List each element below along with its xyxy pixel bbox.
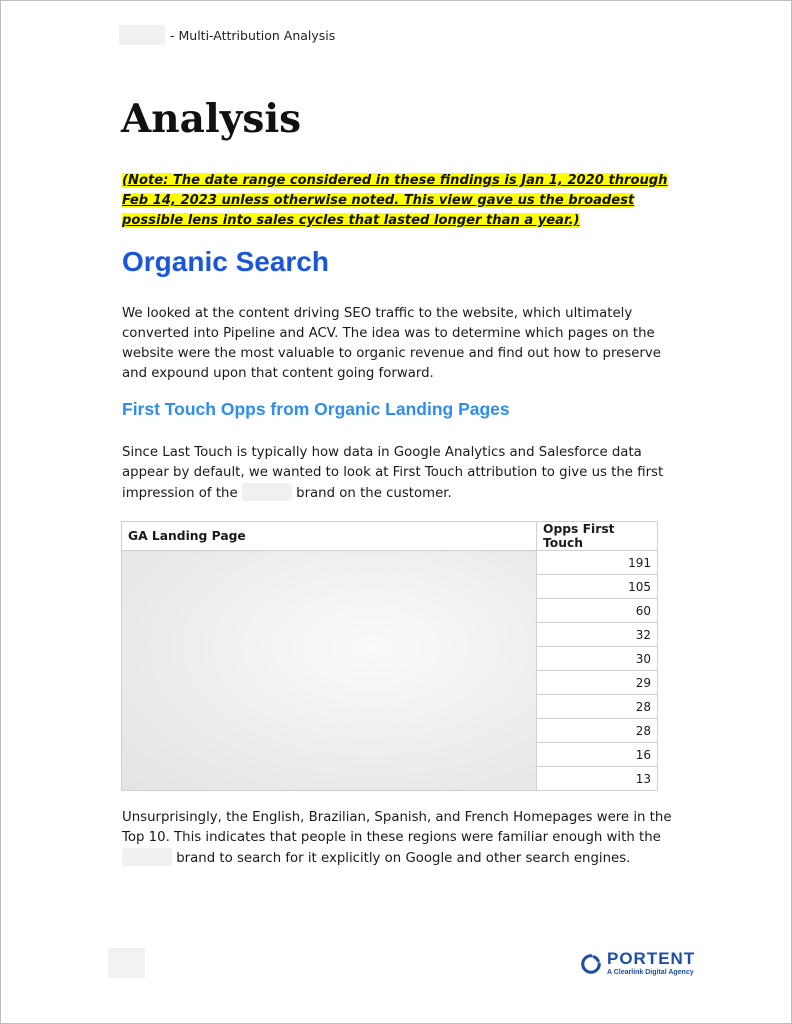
conclusion-text-before: Unsurprisingly, the English, Brazilian, Spanish, and French Homepages were in the Top 10. This indicates that people in these regions were familiar enough with the (122, 810, 672, 845)
redacted-landing-pages (122, 551, 537, 791)
first-touch-text-before: Since Last Touch is typically how data in Google Analytics and Salesforce data appear by default, we wanted to look at First Touch attribution to give us the first impression of the (122, 445, 664, 501)
table-header-row (122, 522, 658, 551)
redacted-brand (122, 848, 172, 866)
organic-paragraph: We looked at the content driving SEO traffic to the website, which ultimately converted into Pipeline and ACV. The idea was to determine which pages on the website were the most valuable to organic revenue and find out how to preserve and expound upon that content going forward. (122, 306, 661, 381)
organic-search-heading: Organic Search (122, 246, 329, 277)
conclusion-text-after: brand to search for it explicitly on Google and other search engines. (176, 851, 631, 866)
table-row (122, 551, 658, 575)
opps-value: 32 (537, 623, 658, 647)
date-range-note (122, 171, 682, 231)
opps-value: 16 (537, 743, 658, 767)
col-opps-first-touch: Opps First Touch (537, 522, 658, 551)
first-touch-text-after: brand on the customer. (296, 486, 452, 501)
opps-value: 191 (537, 551, 658, 575)
redacted-footer-logo (108, 948, 145, 978)
opps-value: 13 (537, 767, 658, 791)
first-touch-heading: First Touch Opps from Organic Landing Pages (122, 399, 510, 419)
portent-ring-icon (580, 953, 602, 975)
logo-name: PORTENT (607, 949, 696, 968)
header-title: - Multi-Attribution Analysis (170, 27, 336, 43)
opps-value: 28 (537, 695, 658, 719)
note-highlight: (Note: The date range considered in these findings is Jan 1, 2020 through Feb 14, 2023 unless otherwise noted. This view gave us the broadest possible lens into sales cycles that lasted longer than a year.) (122, 173, 668, 228)
logo-tagline: A Clearlink Digital Agency (607, 969, 694, 976)
opps-value: 28 (537, 719, 658, 743)
opps-value: 60 (537, 599, 658, 623)
document-header (119, 24, 335, 46)
conclusion-paragraph (122, 808, 682, 869)
redacted-company-name (119, 25, 165, 45)
opps-value: 29 (537, 671, 658, 695)
page-title: Analysis (121, 96, 302, 142)
opps-value: 30 (537, 647, 658, 671)
redacted-brand (242, 483, 292, 501)
landing-page-table (121, 521, 658, 791)
col-ga-landing-page: GA Landing Page (122, 522, 537, 551)
portent-logo (580, 950, 695, 977)
first-touch-paragraph (122, 443, 682, 504)
opps-value: 105 (537, 575, 658, 599)
